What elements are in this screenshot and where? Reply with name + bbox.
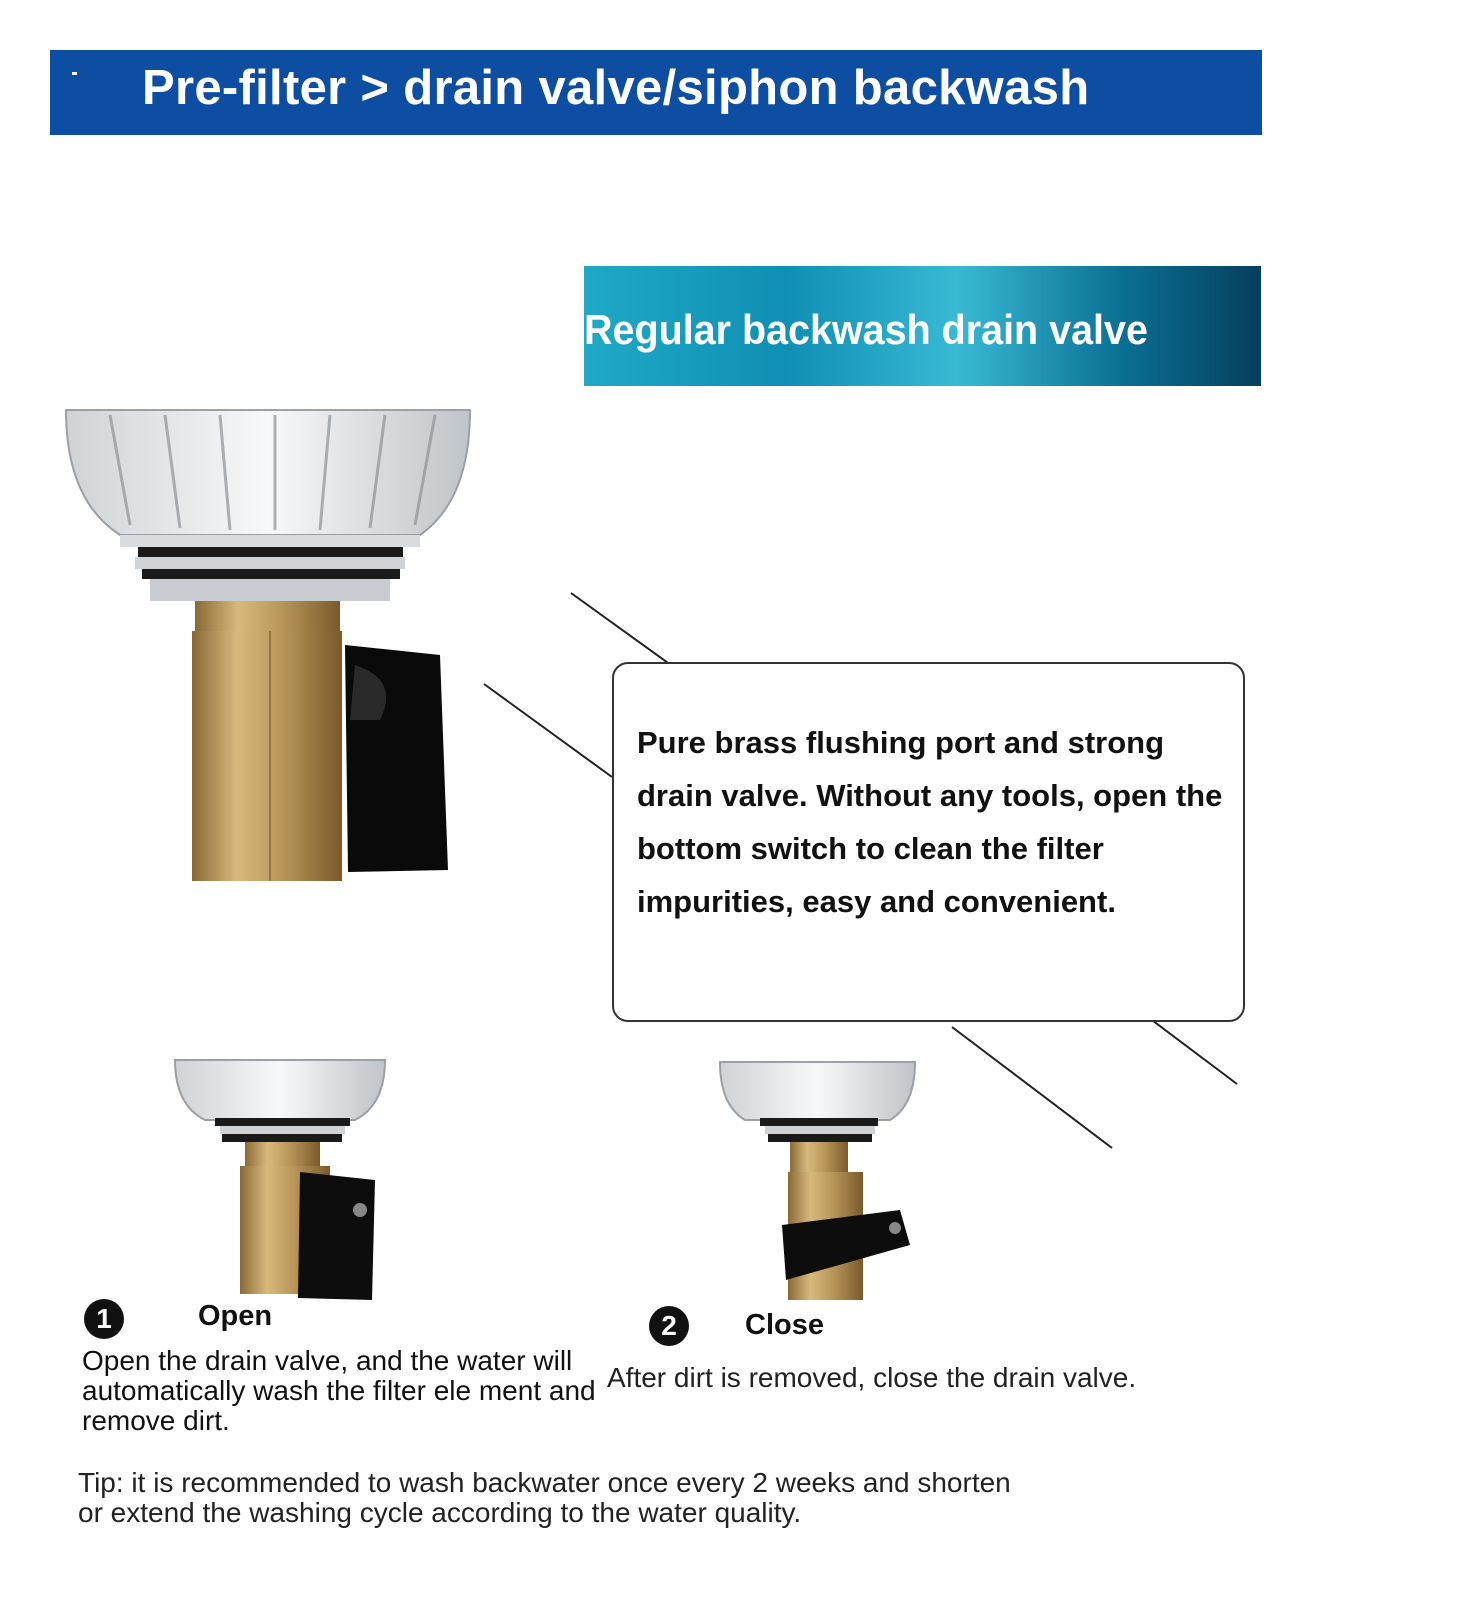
step-1-label: Open [198, 1300, 273, 1332]
close-valve-image [720, 1062, 915, 1300]
section-title: Regular backwash drain valve [584, 306, 1148, 353]
step-1-description: Open the drain valve, and the water will automatically wash the filter ele ment and remove dirt. [82, 1345, 596, 1436]
tip-text: Tip: it is recommended to wash backwater once every 2 weeks and shorten or extend the washing cycle according to the water quality. [78, 1467, 1011, 1528]
step-2-description: After dirt is removed, close the drain valve. [607, 1362, 1137, 1393]
step-2-badge: 2 [649, 1306, 689, 1346]
page-title: Pre-filter > drain valve/siphon backwash [142, 61, 1090, 115]
step-2-label: Close [745, 1309, 824, 1341]
callout-text: Pure brass flushing port and strong drain valve. Without any tools, open the bottom switch to clean the filter impurities, easy and convenient. [637, 725, 1223, 919]
step-1-badge: 1 [84, 1299, 124, 1339]
large-valve-image [66, 410, 470, 881]
open-valve-image [175, 1060, 385, 1300]
